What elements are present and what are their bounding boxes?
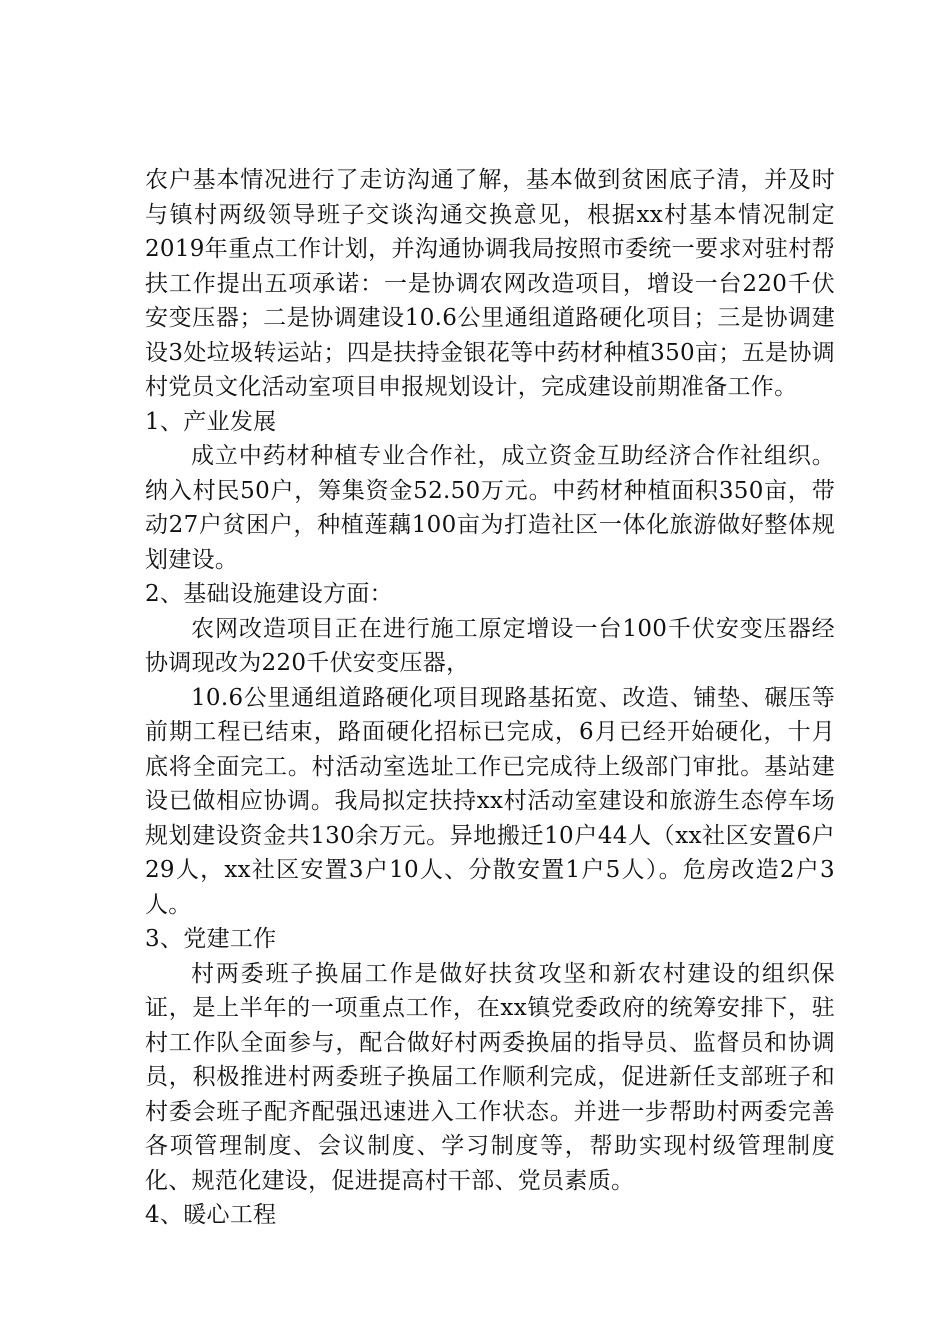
road-project-paragraph: 10.6公里通组道路硬化项目现路基拓宽、改造、铺垫、碾压等前期工程已结束，路面硬化招标已完成，6月已经开始硬化，十月底将全面完工。村活动室选址工作已完成待上级部门审批。基站建设已做相应协调。我局拟定扶持xx村活动室建设和旅游生态停车场规划建设资金共130余万元。异地搬迁10户44人（xx社区安置6户29人，xx社区安置3户10人、分散安置1户5人）。危房改造2户3人。 (145, 684, 835, 918)
intro-paragraph: 农户基本情况进行了走访沟通了解，基本做到贫困底子清，并及时与镇村两级领导班子交谈沟通交换意见，根据xx村基本情况制定2019年重点工作计划，并沟通协调我局按照市委统一要求对驻村帮扶工作提出五项承诺：一是协调农网改造项目，增设一台220千伏安变压器；二是协调建设10.6公里通组道路硬化项目；三是协调建设3处垃圾转运站；四是扶持金银花等中药材种植350亩；五是协调村党员文化活动室项目申报规划设计，完成建设前期准备工作。 (145, 167, 835, 400)
party-building-paragraph: 村两委班子换届工作是做好扶贫攻坚和新农村建设的组织保证，是上半年的一项重点工作，在xx镇党委政府的统筹安排下，驻村工作队全面参与，配合做好村两委换届的指导员、监督员和协调员，积极推进村两委班子换届工作顺利完成，促进新任支部班子和村委会班子配齐配强迅速进入工作状态。并进一步帮助村两委完善各项管理制度、会议制度、学习制度等，帮助实现村级管理制度化、规范化建设，促进提高村干部、党员素质。 (145, 960, 835, 1194)
section-heading-warm-heart: 4、暖心工程 (145, 1202, 277, 1228)
grid-upgrade-paragraph: 农网改造项目正在进行施工原定增设一台100千伏安变压器经协调现改为220千伏安变压器， (145, 615, 835, 676)
document-body (145, 163, 835, 1233)
industry-paragraph: 成立中药材种植专业合作社，成立资金互助经济合作社组织。纳入村民50户，筹集资金52.50万元。中药材种植面积350亩，带动27户贫困户，种植莲藕100亩为打造社区一体化旅游做好整体规划建设。 (145, 443, 835, 573)
section-heading-party-building: 3、党建工作 (145, 926, 277, 952)
section-heading-infrastructure: 2、基础设施建设方面： (145, 581, 393, 607)
section-heading-industry: 1、产业发展 (145, 408, 277, 435)
